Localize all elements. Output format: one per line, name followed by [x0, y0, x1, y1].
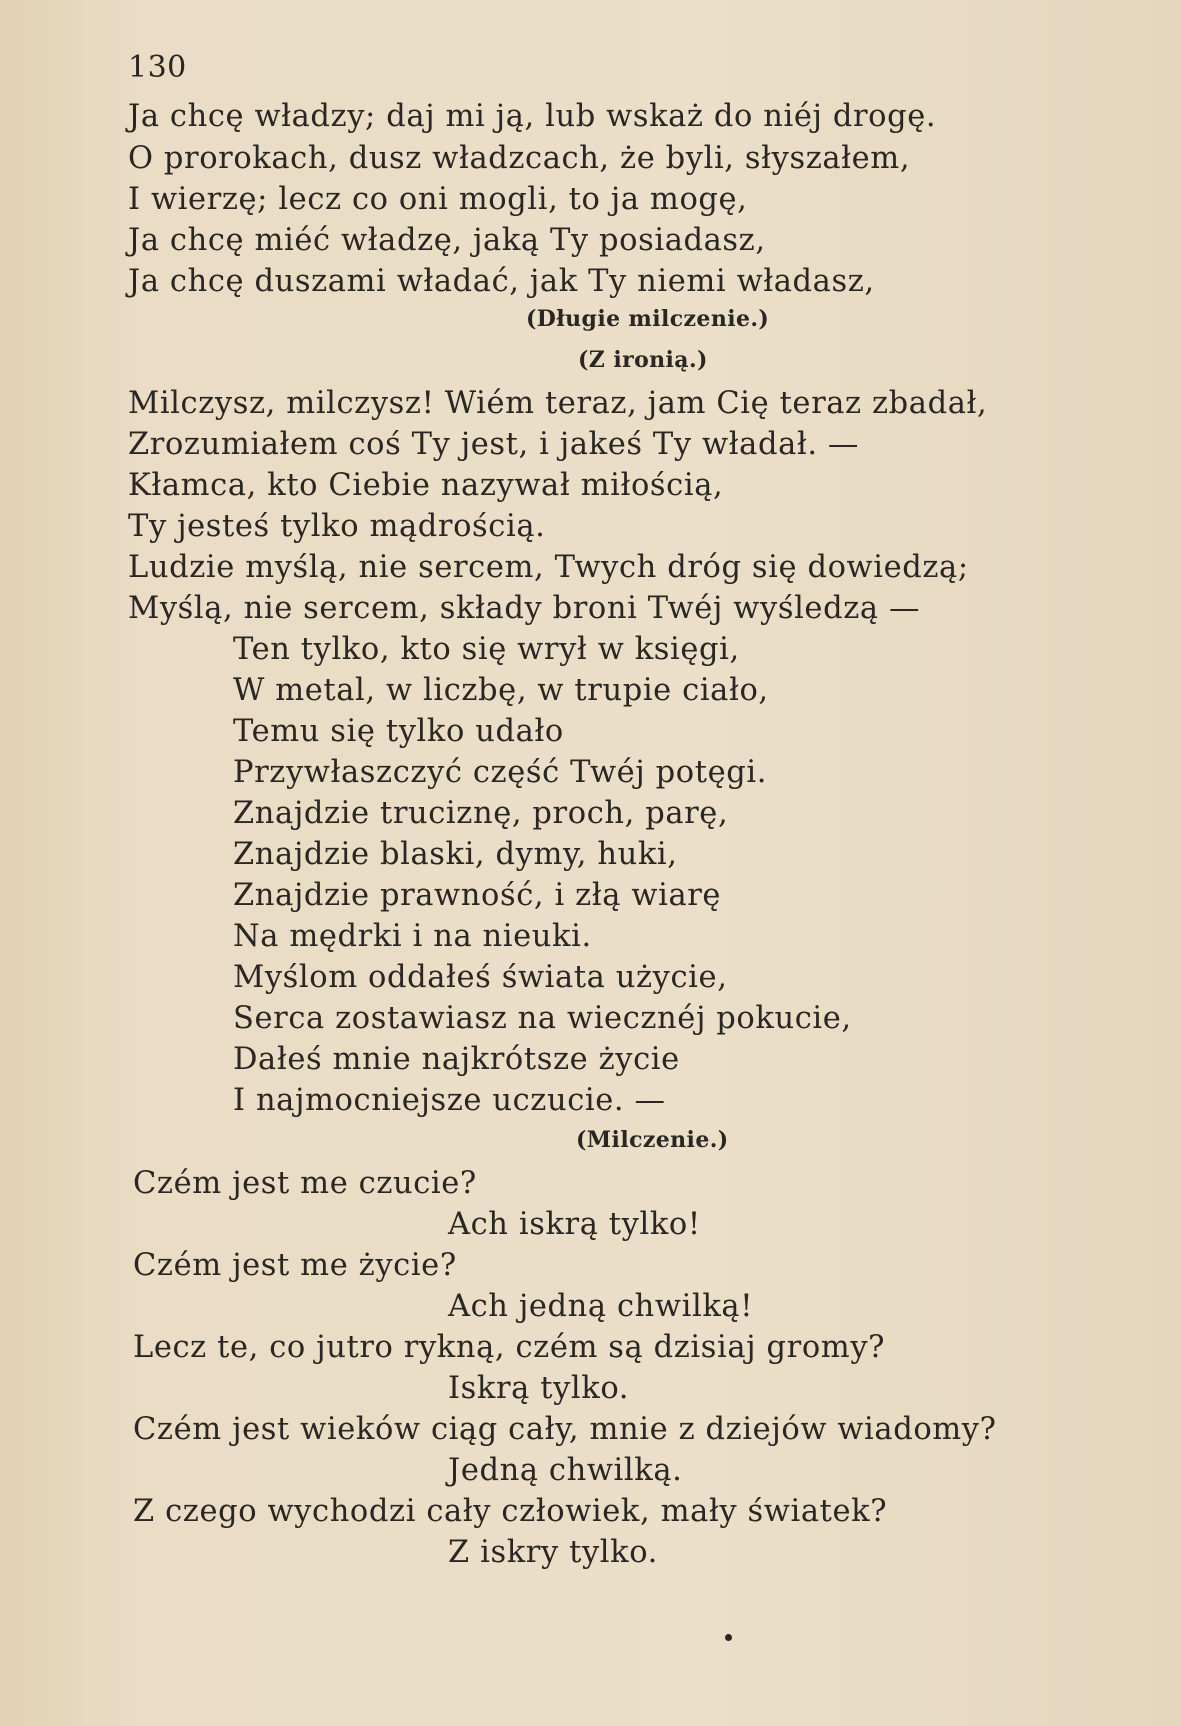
verse-line: Czém jest wieków ciąg cały, mnie z dziejów wiadomy? — [133, 1412, 997, 1447]
verse-line: Ach iskrą tylko! — [448, 1207, 701, 1242]
verse-line: Znajdzie blaski, dymy, huki, — [233, 837, 678, 872]
verse-line: Serca zostawiasz na wiecznéj pokucie, — [233, 1001, 852, 1036]
stage-direction: (Z ironią.) — [578, 347, 708, 373]
verse-line: Ludzie myślą, nie sercem, Twych dróg się dowiedzą; — [128, 550, 969, 585]
verse-line: Ten tylko, kto się wrył w księgi, — [233, 632, 740, 667]
verse-line: Ja chcę władzy; daj mi ją, lub wskaż do niéj drogę. — [128, 99, 937, 134]
verse-line: Dałeś mnie najkrótsze życie — [233, 1042, 680, 1077]
page-number: 130 — [128, 50, 187, 85]
verse-line: Ty jesteś tylko mądrością. — [128, 509, 546, 544]
verse-line: Lecz te, co jutro rykną, czém są dzisiaj gromy? — [133, 1330, 886, 1365]
verse-line: Myślom oddałeś świata użycie, — [233, 960, 728, 995]
verse-line: Przywłaszczyć część Twéj potęgi. — [233, 755, 768, 790]
verse-line: Jedną chwilką. — [448, 1453, 683, 1488]
verse-line: O prorokach, dusz władzcach, że byli, słyszałem, — [128, 141, 911, 176]
verse-line: Czém jest me życie? — [133, 1248, 457, 1283]
verse-line: Znajdzie truciznę, proch, parę, — [233, 796, 729, 831]
stage-direction: (Długie milczenie.) — [526, 306, 770, 332]
verse-line: W metal, w liczbę, w trupie ciało, — [233, 673, 769, 708]
verse-line: I najmocniejsze uczucie. — — [233, 1083, 666, 1118]
verse-line: Iskrą tylko. — [448, 1371, 630, 1406]
verse-line: Z iskry tylko. — [448, 1535, 658, 1570]
verse-line: Z czego wychodzi cały człowiek, mały światek? — [133, 1494, 888, 1529]
verse-line: Znajdzie prawność, i złą wiarę — [233, 878, 722, 913]
verse-line: Kłamca, kto Ciebie nazywał miłością, — [128, 468, 724, 503]
verse-line: Ja chcę miéć władzę, jaką Ty posiadasz, — [128, 223, 766, 258]
ink-dot — [725, 1634, 732, 1641]
verse-line: Ja chcę duszami władać, jak Ty niemi władasz, — [128, 264, 875, 299]
verse-line: Myślą, nie sercem, składy broni Twéj wyśledzą — — [128, 591, 921, 626]
verse-line: Ach jedną chwilką! — [448, 1289, 754, 1324]
verse-line: Czém jest me czucie? — [133, 1166, 477, 1201]
verse-line: Zrozumiałem coś Ty jest, i jakeś Ty władał. — — [128, 427, 860, 462]
stage-direction: (Milczenie.) — [576, 1127, 729, 1153]
verse-line: I wierzę; lecz co oni mogli, to ja mogę, — [128, 182, 748, 217]
verse-line: Na mędrki i na nieuki. — [233, 919, 592, 954]
verse-line: Milczysz, milczysz! Wiém teraz, jam Cię teraz zbadał, — [128, 386, 988, 421]
verse-line: Temu się tylko udało — [233, 714, 564, 749]
